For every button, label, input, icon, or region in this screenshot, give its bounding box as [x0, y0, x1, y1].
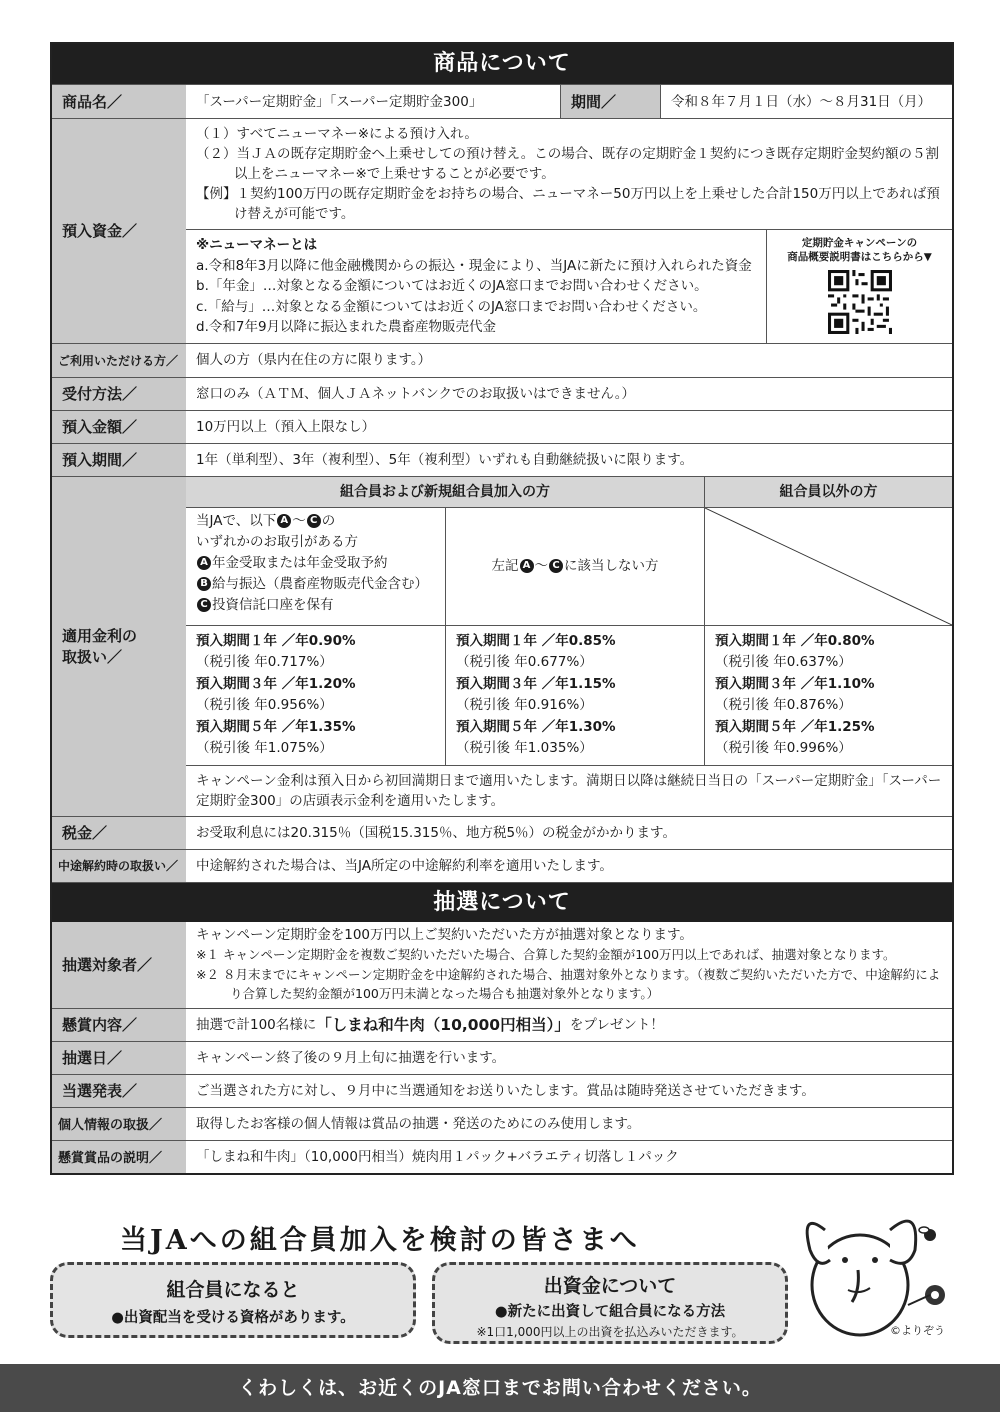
- condition-a-line: いずれかのお取引がある方: [196, 533, 358, 550]
- term-label: 預入期間／: [52, 444, 186, 476]
- funds-label: 預入資金／: [52, 119, 186, 343]
- term-value: 1年（単利型）、3年（複利型）、5年（複利型）いずれも自動継続扱いに限ります。: [196, 451, 694, 468]
- product-name-row: [52, 84, 952, 118]
- rate-5y: 預入期間５年 ／年1.25%: [715, 718, 875, 735]
- rate-1y: 預入期間１年 ／年0.90%: [196, 632, 356, 649]
- rate-1y: 預入期間１年 ／年0.80%: [715, 632, 875, 649]
- qr-code-icon[interactable]: [828, 270, 892, 334]
- circle-a-icon: A: [277, 514, 291, 528]
- funds-line: （１）すべてニューマネー※による預け入れ。: [196, 126, 478, 142]
- reception-value: 窓口のみ（ＡＴＭ、個人ＪＡネットバンクでのお取扱いはできません。）: [196, 385, 636, 402]
- rate-5y-after-tax: （税引後 年0.996%）: [715, 740, 852, 756]
- funds-conditions: [186, 119, 952, 229]
- prize-value: 抽選で計100名様に 「しまね和牛肉（10,000円相当）」 をプレゼント！: [196, 1015, 664, 1034]
- cancel-row: [52, 849, 952, 882]
- rate-head-members: 組合員および新規組合員加入の方: [186, 477, 704, 507]
- tax-row: [52, 816, 952, 849]
- rate-3y: 預入期間３年 ／年1.20%: [196, 675, 356, 692]
- circle-a-icon: A: [197, 556, 211, 570]
- circle-c-icon: C: [197, 598, 211, 612]
- capital-info-title: 出資金について: [543, 1275, 677, 1297]
- prize-row: [52, 1008, 952, 1041]
- circle-b-icon: B: [197, 577, 211, 591]
- footer-banner: くわしくは、お近くのJA窓口までお問い合わせください。: [0, 1364, 1000, 1412]
- rate-5y-after-tax: （税引後 年1.075%）: [196, 740, 333, 756]
- capital-info-note: ※1口1,000円以上の出資を払込みいただきます。: [476, 1325, 744, 1339]
- rate-5y: 預入期間５年 ／年1.35%: [196, 718, 356, 735]
- privacy-row: [52, 1107, 952, 1140]
- membership-benefit-box: [50, 1262, 416, 1338]
- tax-value: お受取利息には20.315％（国税15.315％、地方税5％）の税金がかかります。: [196, 824, 676, 841]
- lottery-target-line: キャンペーン定期貯金を100万円以上ご契約いただいた方が抽選対象となります。: [196, 926, 693, 943]
- term-row: [52, 443, 952, 476]
- prize-highlight: 「しまね和牛肉（10,000円相当）」: [316, 1015, 570, 1034]
- rate-5y: 預入期間５年 ／年1.30%: [456, 718, 616, 735]
- rates-row: [52, 476, 952, 816]
- mascot-credit: ©よりぞう: [890, 1324, 945, 1337]
- draw-date-row: [52, 1041, 952, 1074]
- announce-label: 当選発表／: [52, 1075, 186, 1107]
- rate-3y-after-tax: （税引後 年0.916%）: [456, 697, 593, 713]
- amount-label: 預入金額／: [52, 411, 186, 443]
- lottery-section-heading: 抽選について: [52, 882, 952, 922]
- product-name-value: 「スーパー定期貯金」「スーパー定期貯金300」: [196, 93, 483, 110]
- cancel-label: 中途解約時の取扱い／: [52, 850, 186, 882]
- prize-label: 懸賞内容／: [52, 1009, 186, 1041]
- condition-item: A 年金受取または年金受取予約: [196, 553, 435, 574]
- capital-info-box: [432, 1262, 788, 1344]
- draw-date-label: 抽選日／: [52, 1042, 186, 1074]
- membership-benefit-text: ●出資配当を受ける資格があります。: [111, 1310, 355, 1326]
- membership-title: 当JAへの組合員加入を検討の皆さまへ: [120, 1225, 640, 1256]
- capital-info-text: ●新たに出資して組合員になる方法: [494, 1304, 726, 1320]
- eligible-row: [52, 343, 952, 377]
- privacy-value: 取得したお客様の個人情報は賞品の抽選・発送のためにのみ使用します。: [196, 1115, 641, 1132]
- new-money-item: c.「給与」…対象となる金額についてはお近くのJA窓口までお問い合わせください。: [196, 298, 707, 315]
- qr-panel: [766, 230, 952, 343]
- rate-note: キャンペーン金利は預入日から初回満期日まで適用いたします。満期日以降は継続日当日の「スーパー定期貯金」「スーパー定期貯金300」の店頭表示金利を適用いたします。: [186, 765, 952, 816]
- rate-values: [186, 625, 952, 765]
- privacy-label: 個人情報の取扱／: [52, 1108, 186, 1140]
- new-money-item: d.令和7年9月以降に振込まれた農畜産物販売代金: [196, 319, 497, 335]
- rate-1y-after-tax: （税引後 年0.717%）: [196, 654, 333, 670]
- new-money-definition: [186, 230, 766, 343]
- lottery-target-label: 抽選対象者／: [52, 922, 186, 1008]
- reception-label: 受付方法／: [52, 378, 186, 410]
- prize-desc-value: 「しまね和牛肉」（10,000円相当）焼肉用１パック+バラエティ切落し１パック: [196, 1148, 679, 1165]
- product-name-label: 商品名／: [52, 85, 186, 118]
- condition-item: C 投資信託口座を保有: [196, 595, 435, 616]
- rates-label-line: 取扱い／: [62, 648, 123, 666]
- elephant-mascot-icon: [790, 1190, 960, 1340]
- membership-benefit-title: 組合員になると: [166, 1279, 300, 1301]
- qr-caption: 商品概要説明書はこちらから▼: [787, 251, 932, 263]
- period-value: 令和８年７月１日（水）～８月31日（月）: [660, 85, 952, 118]
- qr-caption: 定期貯金キャンペーンの: [801, 237, 918, 249]
- condition-members-with-transactions: [186, 508, 445, 625]
- period-label: 期間／: [560, 85, 660, 118]
- reception-row: [52, 377, 952, 410]
- amount-value: 10万円以上（預入上限なし）: [196, 418, 376, 435]
- rate-1y: 預入期間１年 ／年0.85%: [456, 632, 616, 649]
- rate-3y-after-tax: （税引後 年0.956%）: [196, 697, 333, 713]
- eligible-value: 個人の方（県内在住の方に限ります。）: [196, 352, 432, 368]
- lottery-target-note: ※２ ８月末までにキャンペーン定期貯金を中途解約された場合、抽選対象外となります。（複数ご契約いただいた方で、中途解約により合算した契約金額が100万円未満となった場合も抽選対象外となります。）: [196, 966, 941, 1001]
- lottery-target-note: ※１ キャンペーン定期貯金を複数ご契約いただいた場合、合算した契約金額が100万円以上であれば、抽選対象となります。: [196, 947, 896, 962]
- condition-item: B 給与振込（農畜産物販売代金含む）: [196, 574, 435, 595]
- diagonal-line: [705, 508, 952, 625]
- condition-a-line: 当JAで、以下 A ～ C の: [196, 512, 336, 529]
- prize-desc-row: [52, 1140, 952, 1173]
- rate-conditions: [186, 507, 952, 625]
- announce-row: [52, 1074, 952, 1107]
- circle-c-icon: C: [549, 559, 563, 573]
- funds-line: 【例】１契約100万円の既存定期貯金をお持ちの場合、ニューマネー50万円以上を上乗せした合計150万円以上であれば預け替えが可能です。: [196, 186, 940, 222]
- product-section-heading: 商品について: [52, 44, 952, 84]
- lottery-target-content: [186, 922, 952, 1008]
- rates-column-members-a: [186, 626, 445, 765]
- cancel-value: 中途解約された場合は、当JA所定の中途解約利率を適用いたします。: [196, 857, 613, 874]
- funds-content: [186, 119, 952, 343]
- condition-non-members-empty: [704, 508, 952, 625]
- funds-row: [52, 118, 952, 343]
- tax-label: 税金／: [52, 817, 186, 849]
- circle-c-icon: C: [307, 514, 321, 528]
- rates-label-line: 適用金利の: [62, 627, 138, 645]
- lottery-target-row: [52, 922, 952, 1008]
- rate-5y-after-tax: （税引後 年1.035%）: [456, 740, 593, 756]
- prize-desc-label: 懸賞賞品の説明／: [52, 1141, 186, 1173]
- new-money-title: ※ニューマネーとは: [196, 237, 318, 253]
- amount-row: [52, 410, 952, 443]
- eligible-label: ご利用いただける方／: [52, 344, 186, 377]
- new-money-item: b.「年金」…対象となる金額についてはお近くのJA窓口までお問い合わせください。: [196, 278, 708, 294]
- rate-1y-after-tax: （税引後 年0.677%）: [456, 654, 593, 670]
- rates-column-members-b: [445, 626, 704, 765]
- rate-1y-after-tax: （税引後 年0.637%）: [715, 654, 852, 670]
- rates-header: [186, 477, 952, 507]
- rate-3y: 預入期間３年 ／年1.15%: [456, 675, 616, 692]
- rate-3y: 預入期間３年 ／年1.10%: [715, 675, 875, 692]
- product-info-sheet: [50, 42, 954, 1175]
- circle-a-icon: A: [520, 559, 534, 573]
- rates-column-non-members: [704, 626, 952, 765]
- announce-value: ご当選された方に対し、９月中に当選通知をお送りいたします。賞品は随時発送させていただきます。: [196, 1082, 815, 1099]
- draw-date-value: キャンペーン終了後の９月上旬に抽選を行います。: [196, 1049, 506, 1066]
- condition-members-without-transactions: 左記 A ～ C に該当しない方: [445, 508, 704, 625]
- rates-label: [52, 477, 186, 816]
- rate-3y-after-tax: （税引後 年0.876%）: [715, 697, 852, 713]
- funds-line: （２）当ＪＡの既存定期貯金へ上乗せしての預け替え。この場合、既存の定期貯金１契約につき既存定期貯金契約額の５割以上をニューマネー※で上乗せすることが必要です。: [196, 146, 940, 182]
- new-money-item: a.令和8年3月以降に他金融機関からの振込・現金により、当JAに新たに預け入れられた資金: [196, 257, 752, 274]
- new-money-block: [186, 229, 952, 343]
- rates-content: [186, 477, 952, 816]
- rate-head-others: 組合員以外の方: [704, 477, 952, 507]
